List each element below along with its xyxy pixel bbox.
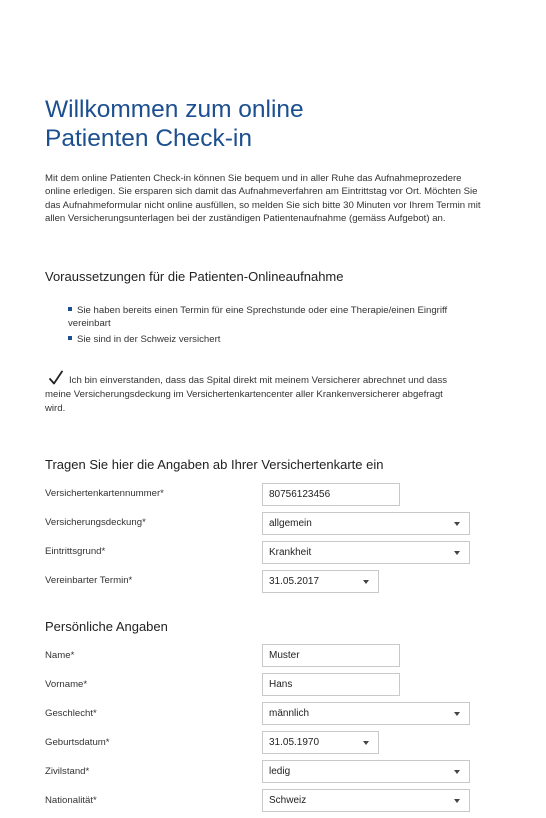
birthdate-value: 31.05.1970 — [269, 737, 320, 748]
gender-label: Geschlecht* — [45, 708, 97, 719]
page-title-line-2: Patienten Check-in — [45, 125, 253, 152]
reason-label: Eintrittsgrund* — [45, 546, 106, 557]
page-title-line-1: Willkommen zum online — [45, 96, 304, 123]
gender-value: männlich — [269, 708, 310, 719]
chevron-down-icon — [454, 712, 460, 716]
list-item — [68, 304, 478, 330]
name-label: Name* — [45, 650, 75, 661]
civil-status-label: Zivilstand* — [45, 766, 90, 777]
chevron-down-icon — [454, 522, 460, 526]
nationality-label: Nationalität* — [45, 795, 97, 806]
list-item — [68, 333, 478, 346]
appointment-value: 31.05.2017 — [269, 576, 320, 587]
appointment-date-select[interactable] — [262, 570, 379, 593]
personal-heading: Persönliche Angaben — [45, 619, 168, 634]
appointment-label: Vereinbarter Termin* — [45, 575, 133, 586]
name-input[interactable] — [262, 644, 400, 667]
gender-select[interactable] — [262, 702, 470, 725]
birthdate-select[interactable] — [262, 731, 379, 754]
nationality-select[interactable] — [262, 789, 470, 812]
coverage-label: Versicherungsdeckung* — [45, 517, 146, 528]
reason-select[interactable] — [262, 541, 470, 564]
prerequisite-text: Sie sind in der Schweiz versichert — [77, 334, 221, 345]
chevron-down-icon — [454, 551, 460, 555]
chevron-down-icon — [454, 799, 460, 803]
firstname-label: Vorname* — [45, 679, 88, 690]
prerequisites-heading: Voraussetzungen für die Patienten-Onlineaufnahme — [45, 269, 344, 284]
reason-value: Krankheit — [269, 547, 312, 558]
coverage-select[interactable] — [262, 512, 470, 535]
page-title — [45, 95, 304, 153]
nationality-value: Schweiz — [269, 795, 307, 806]
card-number-input[interactable] — [262, 483, 400, 506]
chevron-down-icon — [363, 580, 369, 584]
intro-text: Mit dem online Patienten Check-in können Sie bequem und in aller Ruhe das Aufnahmeprozedere online erledigen. Sie ersparen sich damit das Aufnahmeverfahren am Eintrittstag vor Ort. Möchten Sie das Aufnahmeformular nicht online ausfüllen, so melden Sie sich bitte 30 Minuten vor Ihrem Termin mit allen Versicherungsunterlagen bei der zuständigen Patientenaufnahme (gemäss Aufgebot) an. — [45, 173, 481, 224]
prerequisite-text: Sie haben bereits einen Termin für eine Sprechstunde oder eine Therapie/einen Eingriff vereinbart — [68, 305, 448, 329]
chevron-down-icon — [454, 770, 460, 774]
firstname-input[interactable] — [262, 673, 400, 696]
civil-status-select[interactable] — [262, 760, 470, 783]
prerequisites-list — [68, 304, 478, 349]
consent-text: Ich bin einverstanden, dass das Spital direkt mit meinem Versicherer abrechnet und dass meine Versicherungsdeckung im Versichertenkartencenter aller Krankenversicherer abgefragt wird. — [45, 375, 448, 415]
civil-status-value: ledig — [269, 766, 291, 777]
birthdate-label: Geburtsdatum* — [45, 737, 110, 748]
coverage-value: allgemein — [269, 518, 312, 529]
square-bullet-icon — [68, 336, 72, 340]
square-bullet-icon — [68, 307, 72, 311]
chevron-down-icon — [363, 741, 369, 745]
card-number-label: Versichertenkartennummer* — [45, 488, 164, 499]
insurance-heading: Tragen Sie hier die Angaben ab Ihrer Versichertenkarte ein — [45, 457, 384, 472]
